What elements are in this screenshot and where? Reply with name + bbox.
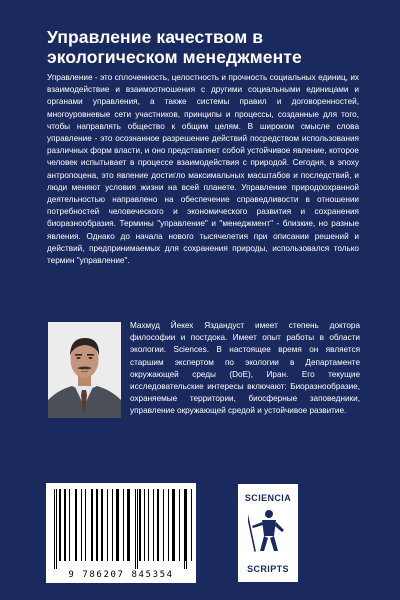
- barcode-bar: [186, 489, 187, 569]
- author-portrait-icon: [48, 322, 121, 418]
- barcode-bar: [54, 489, 55, 569]
- barcode-bar: [112, 489, 113, 561]
- book-title-line-1: Управление качеством в: [47, 27, 264, 47]
- barcode-bars-icon: [46, 483, 196, 569]
- barcode-bar: [64, 489, 66, 561]
- barcode-bar: [168, 489, 169, 561]
- isbn-number: 9 786207 845354: [68, 570, 174, 580]
- scientist-silhouette-icon: [248, 506, 288, 554]
- barcode-bar: [157, 489, 159, 561]
- barcode-bar: [163, 489, 164, 561]
- book-title: [47, 27, 377, 67]
- barcode-bar: [75, 489, 77, 561]
- barcode-bar: [96, 489, 98, 561]
- barcode-bar: [153, 489, 154, 561]
- barcode-bar: [85, 489, 86, 561]
- barcode-bar: [56, 489, 57, 569]
- book-description: Управление - это сплоченность, целостность и прочность социальных единиц, их взаимодействие и взаимоотношения с другими социальными единицами и органами управления, а также системы правил и договоренностей, многоуровневые сети участников, принципы и процессы, созданные для того, чтобы направлять общество к общим целям. В широком смысле слова управление - это осознанное разрешение действий посредством использования различных форм власти, и оно представляет собой устойчивое явление, которое человек испытывает в процессе взаимодействия с природой. Сегодня, в эпоху антропоцена, это явление достигло максимальных масштабов и последствий, и люди меняют условия жизни на всей планете. Управление природоохранной деятельностью направлено на обеспечение справедливости в отношении потребностей человеческого и экономического развития и сохранения биоразнообразия. Термины "управление" и "менеджмент" - близкие, но разные явления. Однако до начала нового тысячелетия при описании решений и действий, предпринимаемых для сохранения природы, использовался только термин "управление".: [47, 73, 359, 266]
- barcode-bar: [179, 489, 180, 561]
- barcode-bar: [101, 489, 103, 561]
- barcode-bar: [135, 489, 136, 569]
- barcode-bar: [59, 489, 61, 561]
- barcode-bar: [191, 489, 192, 561]
- publisher-name-top: SCIENCIA: [244, 493, 292, 503]
- author-photo: [48, 322, 121, 418]
- publisher-logo: [238, 484, 298, 582]
- barcode-bar: [184, 489, 185, 569]
- isbn-barcode: [46, 483, 196, 583]
- barcode-bar: [137, 489, 138, 569]
- barcode-bar: [69, 489, 70, 561]
- barcode-bar: [139, 489, 141, 561]
- barcode-bar: [107, 489, 108, 561]
- barcode-bar: [127, 489, 130, 561]
- author-bio: Махмуд Йекех Яздандуст имеет степень доктора философии и постдока. Имеет опыт работы в области экологии. Sciences. В настоящее время он является старшим экспертом по экологии в Департаменте окружающей среды (DoE), Иран. Его текущие исследовательские интересы включают: Биоразнообразие, охраняемые территории, биосферные заповедники, управление окружающей средой и устойчивое развитие.: [130, 321, 360, 416]
- barcode-bar: [172, 489, 175, 561]
- barcode-bar: [91, 489, 93, 561]
- barcode-bar: [81, 489, 82, 561]
- book-title-line-2: экологическом менеджменте: [47, 47, 302, 67]
- publisher-name-bottom: SCRIPTS: [247, 564, 289, 574]
- barcode-bar: [148, 489, 149, 561]
- barcode-bar: [116, 489, 119, 561]
- barcode-bar: [144, 489, 145, 561]
- barcode-bar: [123, 489, 124, 561]
